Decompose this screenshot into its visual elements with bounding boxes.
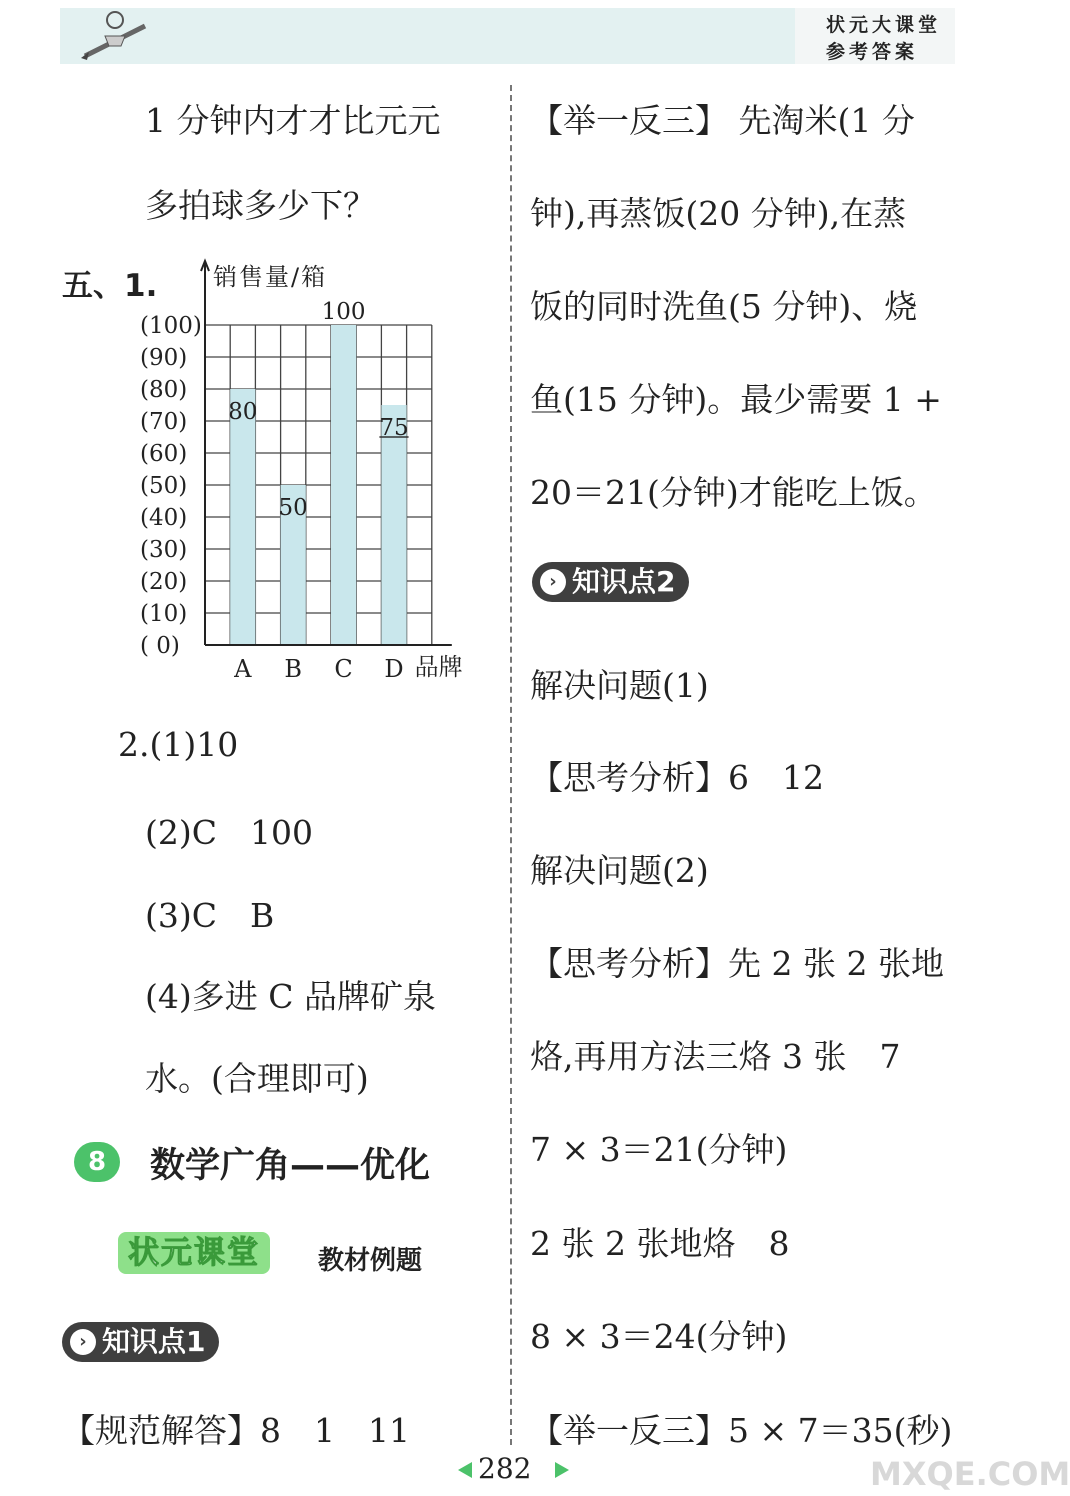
section-5-label: 五、1. — [62, 268, 158, 304]
q2-part-3: (3)C B — [145, 896, 275, 935]
unit-title: 数学广角——优化 — [150, 1146, 431, 1186]
q2-part-2: (2)C 100 — [145, 813, 313, 852]
knowledge-point-2-label: 知识点2 — [572, 565, 676, 598]
calc-2: 8 × 3＝24(分钟) — [530, 1317, 788, 1356]
x-tick-label: C — [334, 655, 353, 683]
analysis-2: 【思考分析】先 2 张 2 张地 — [530, 944, 944, 983]
classroom-badge: 状元课堂 — [118, 1232, 270, 1274]
right-line-1: 【举一反三】 先淘米(1 分 — [530, 101, 915, 140]
y-tick-label: ( 0) — [140, 633, 180, 659]
unit-number-badge: 8 — [74, 1142, 120, 1182]
q2-part-4: (4)多进 C 品牌矿泉 — [145, 977, 436, 1016]
column-divider — [510, 85, 512, 1445]
bar-value-label: 50 — [278, 495, 308, 521]
knowledge-point-2-badge — [532, 562, 689, 602]
prev-triangle-icon — [458, 1462, 472, 1478]
q2-part-1: 2.(1)10 — [118, 725, 239, 764]
x-tick-label: D — [384, 655, 404, 683]
header-title: 状元大课堂 — [826, 14, 942, 36]
x-tick-label: B — [284, 655, 303, 683]
bar-C — [331, 325, 356, 645]
solve-problem-1: 解决问题(1) — [530, 666, 709, 705]
watermark: MXQE.COM — [870, 1455, 1070, 1493]
bar-value-label: 80 — [228, 399, 258, 425]
analysis-2-cont: 烙,再用方法三烙 3 张 7 — [530, 1037, 901, 1076]
y-tick-label: (20) — [140, 569, 188, 595]
question-line-2: 多拍球多少下？ — [145, 186, 376, 225]
header-subtitle: 参考答案 — [826, 41, 919, 63]
x-tick-label: A — [234, 655, 252, 683]
right-line-3: 饭的同时洗鱼(5 分钟)、烧 — [530, 287, 918, 326]
y-tick-label: (70) — [140, 409, 188, 435]
bar-value-label: 100 — [321, 299, 366, 325]
y-tick-label: (50) — [140, 473, 188, 499]
y-tick-label: (30) — [140, 537, 188, 563]
solve-problem-2: 解决问题(2) — [530, 851, 709, 890]
q2-part-4-cont: 水。(合理即可) — [145, 1059, 369, 1098]
bar-D — [379, 405, 409, 645]
bar-value-label: 75 — [379, 415, 409, 441]
arrow-circle-icon: › — [70, 1329, 96, 1355]
arrow-circle-icon: › — [540, 569, 566, 595]
practice-answer: 【举一反三】5 × 7＝35(秒) — [530, 1411, 953, 1450]
calc-1: 7 × 3＝21(分钟) — [530, 1130, 788, 1169]
right-line-4: 鱼(15 分钟)。最少需要 1 + — [530, 380, 942, 419]
answer-line: 【规范解答】8 1 11 — [62, 1411, 410, 1450]
y-axis-title: 销售量/箱 — [213, 263, 328, 291]
right-line-5: 20＝21(分钟)才能吃上饭。 — [530, 473, 937, 512]
y-tick-label: (40) — [140, 505, 188, 531]
knowledge-point-1-label: 知识点1 — [102, 1325, 206, 1358]
next-triangle-icon — [555, 1462, 569, 1478]
classroom-label: 教材例题 — [318, 1246, 423, 1276]
bar-A — [228, 389, 258, 645]
y-tick-label: (90) — [140, 345, 188, 371]
y-tick-label: (60) — [140, 441, 188, 467]
analysis-1: 【思考分析】6 12 — [530, 758, 824, 797]
y-tick-label: (10) — [140, 601, 188, 627]
bar-chart — [135, 255, 485, 685]
right-line-2: 钟),再蒸饭(20 分钟),在蒸 — [530, 194, 907, 233]
y-tick-label: (80) — [140, 377, 188, 403]
page-number: 282 — [478, 1452, 532, 1485]
method-2: 2 张 2 张地烙 8 — [530, 1224, 790, 1263]
pencil-boy-icon — [75, 6, 155, 66]
knowledge-point-1-badge — [62, 1322, 219, 1362]
y-tick-label: (100) — [140, 313, 202, 339]
x-axis-title: 品牌 — [414, 653, 463, 681]
question-line-1: 1 分钟内才才比元元 — [145, 101, 441, 140]
